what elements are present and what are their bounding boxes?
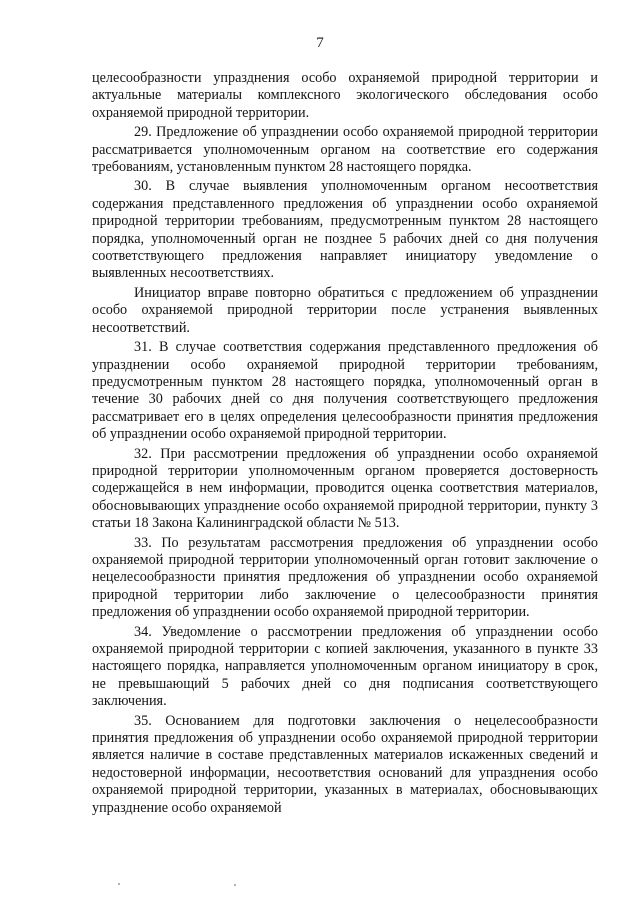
- paragraph-initiator: Инициатор вправе повторно обратиться с предложением об упразднении особо охраняемой природной территории после устранения выявленных несоответствий.: [92, 284, 598, 336]
- paragraph-31: 31. В случае соответствия содержания представленного предложения об упразднении особо охраняемой природной территории требованиям, предусмотренным пунктом 28 настоящего порядка, уполномоченный орган в течение 30 рабочих дней со дня получения соответствующего предложения рассматривает его в целях определения целесообразности принятия предложения об упразднении особо охраняемой природной территории.: [92, 339, 598, 443]
- paragraph-32: 32. При рассмотрении предложения об упразднении особо охраняемой природной территории уполномоченным органом проверяется достоверность содержащейся в нем информации, проводится оценка соответствия материалов, обосновывающих упразднение особо охраняемой природной территории, пункту 3 статьи 18 Закона Калининградской области № 513.: [92, 445, 598, 532]
- page-number: 7: [316, 35, 324, 51]
- scan-speck: [234, 884, 236, 886]
- paragraph-35: 35. Основанием для подготовки заключения о нецелесообразности принятия предложения об упразднении особо охраняемой природной территории является наличие в составе представленных материалов искаженных сведений и недостоверной информации, несоответствия оснований для упразднения особо охраняемой природной территории, указанных в материалах, обосновывающих упразднение особо охраняемой: [92, 712, 598, 816]
- paragraph-30: 30. В случае выявления уполномоченным органом несоответствия содержания представленного предложения об упразднении особо охраняемой природной территории требованиям, предусмотренным пунктом 28 настоящего порядка, уполномоченный орган не позднее 5 рабочих дней со дня получения соответствующего предложения направляет инициатору уведомление о выявленных несоответствиях.: [92, 178, 598, 282]
- scan-specks: [0, 882, 640, 888]
- paragraph-34: 34. Уведомление о рассмотрении предложения об упразднении особо охраняемой природной территории с копией заключения, указанного в пункте 33 настоящего порядка, направляется уполномоченным органом инициатору в срок, не превышающий 5 рабочих дней со дня подписания соответствующего заключения.: [92, 623, 598, 710]
- paragraph-29: 29. Предложение об упразднении особо охраняемой природной территории рассматривается уполномоченным органом на соответствие его содержания требованиям, установленным пунктом 28 настоящего порядка.: [92, 124, 598, 176]
- document-body: [92, 70, 598, 817]
- paragraph-continuation: целесообразности упразднения особо охраняемой природной территории и актуальные материалы комплексного экологического обследования особо охраняемой природной территории.: [92, 70, 598, 121]
- paragraph-33: 33. По результатам рассмотрения предложения об упразднении особо охраняемой природной территории уполномоченный орган готовит заключение о нецелесообразности принятия предложения об упразднении особо охраняемой природной территории либо заключение о целесообразности принятия предложения об упразднении особо охраняемой природной территории.: [92, 534, 598, 621]
- scan-speck: [118, 883, 120, 885]
